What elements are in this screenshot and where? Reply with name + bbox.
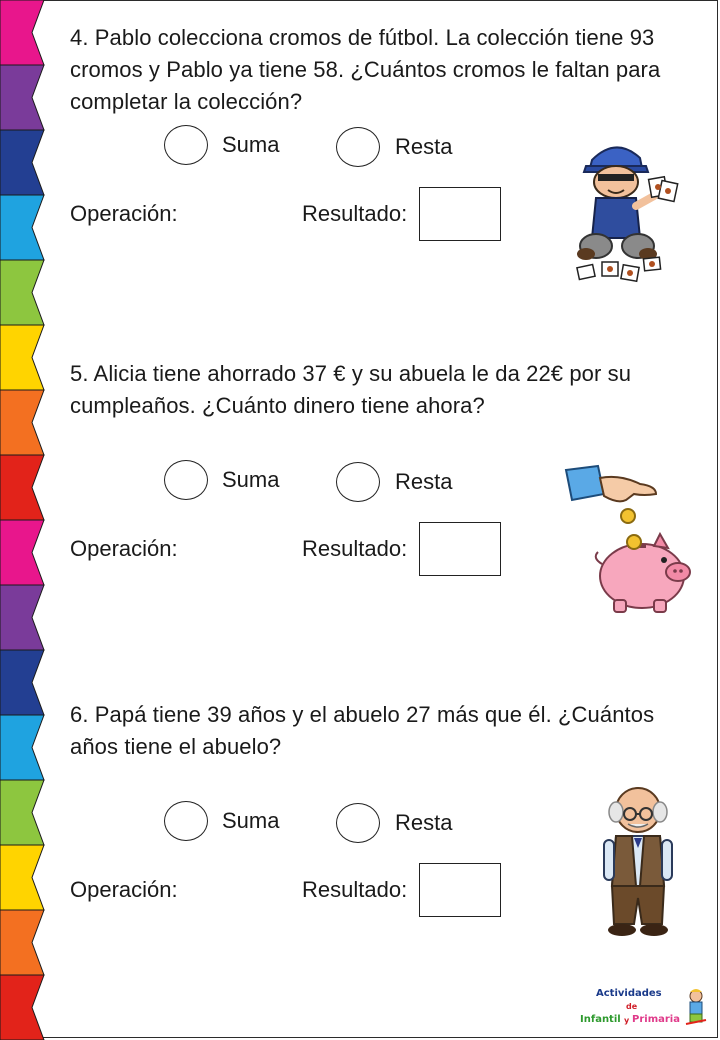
- ribbon-segment: [0, 780, 44, 845]
- ribbon-segment: [0, 520, 44, 585]
- q6-suma-label: Suma: [222, 808, 280, 833]
- ribbon-segment: [0, 325, 44, 390]
- q5-result-label: Resultado:: [302, 536, 408, 561]
- question-5-text: 5. Alicia tiene ahorrado 37 € y su abuela le da 22€ por su cumpleaños. ¿Cuánto dinero tiene ahora?: [70, 361, 632, 418]
- q5-resta-label: Resta: [395, 469, 453, 494]
- logo-line-2: de: [626, 1002, 638, 1011]
- ribbon-segment: [0, 260, 44, 325]
- logo-line-3a: Infantil: [580, 1014, 621, 1025]
- ribbon-segment: [0, 65, 44, 130]
- q4-result-label: Resultado:: [302, 201, 408, 226]
- q5-suma-radio[interactable]: [164, 460, 208, 500]
- q4-result-box[interactable]: [419, 187, 501, 241]
- ribbon-segment: [0, 0, 44, 65]
- ribbon-segment: [0, 650, 44, 715]
- q4-suma-radio[interactable]: [164, 125, 208, 165]
- question-6-text: 6. Papá tiene 39 años y el abuelo 27 más que él. ¿Cuántos años tiene el abuelo?: [70, 702, 655, 759]
- logo: [572, 984, 712, 1032]
- q4-suma-label: Suma: [222, 132, 280, 157]
- q6-result-box[interactable]: [419, 863, 501, 917]
- q5-resta-radio[interactable]: [336, 462, 380, 502]
- logo-kid-icon: [682, 988, 710, 1028]
- grandfather-icon: [598, 782, 678, 938]
- ribbon-segment: [0, 455, 44, 520]
- q6-resta-label: Resta: [395, 810, 453, 835]
- question-4-text: 4. Pablo colecciona cromos de fútbol. La colección tiene 93 cromos y Pablo ya tiene 58. ¿Cuántos cromos le faltan para completar la colección?: [70, 25, 661, 114]
- q6-operation-label: Operación:: [70, 877, 178, 902]
- q4-operation-label: Operación:: [70, 201, 178, 226]
- ribbon-segment: [0, 585, 44, 650]
- q5-suma-label: Suma: [222, 467, 280, 492]
- q4-resta-label: Resta: [395, 134, 453, 159]
- color-ribbon: [0, 0, 50, 1040]
- ribbon-segment: [0, 195, 44, 260]
- q4-resta-radio[interactable]: [336, 127, 380, 167]
- ribbon-segment: [0, 910, 44, 975]
- ribbon-segment: [0, 390, 44, 455]
- q6-result-label: Resultado:: [302, 877, 408, 902]
- logo-line-3c: Primaria: [632, 1014, 680, 1025]
- ribbon-segment: [0, 715, 44, 780]
- q6-resta-radio[interactable]: [336, 803, 380, 843]
- logo-line-1: Actividades: [596, 988, 662, 999]
- logo-line-3b: y: [624, 1016, 630, 1025]
- q6-suma-radio[interactable]: [164, 801, 208, 841]
- q5-operation-label: Operación:: [70, 536, 178, 561]
- q5-result-box[interactable]: [419, 522, 501, 576]
- boy-with-cards-icon: [570, 138, 680, 286]
- piggy-bank-icon: [564, 464, 696, 614]
- ribbon-segment: [0, 845, 44, 910]
- ribbon-segment: [0, 975, 44, 1040]
- ribbon-segment: [0, 130, 44, 195]
